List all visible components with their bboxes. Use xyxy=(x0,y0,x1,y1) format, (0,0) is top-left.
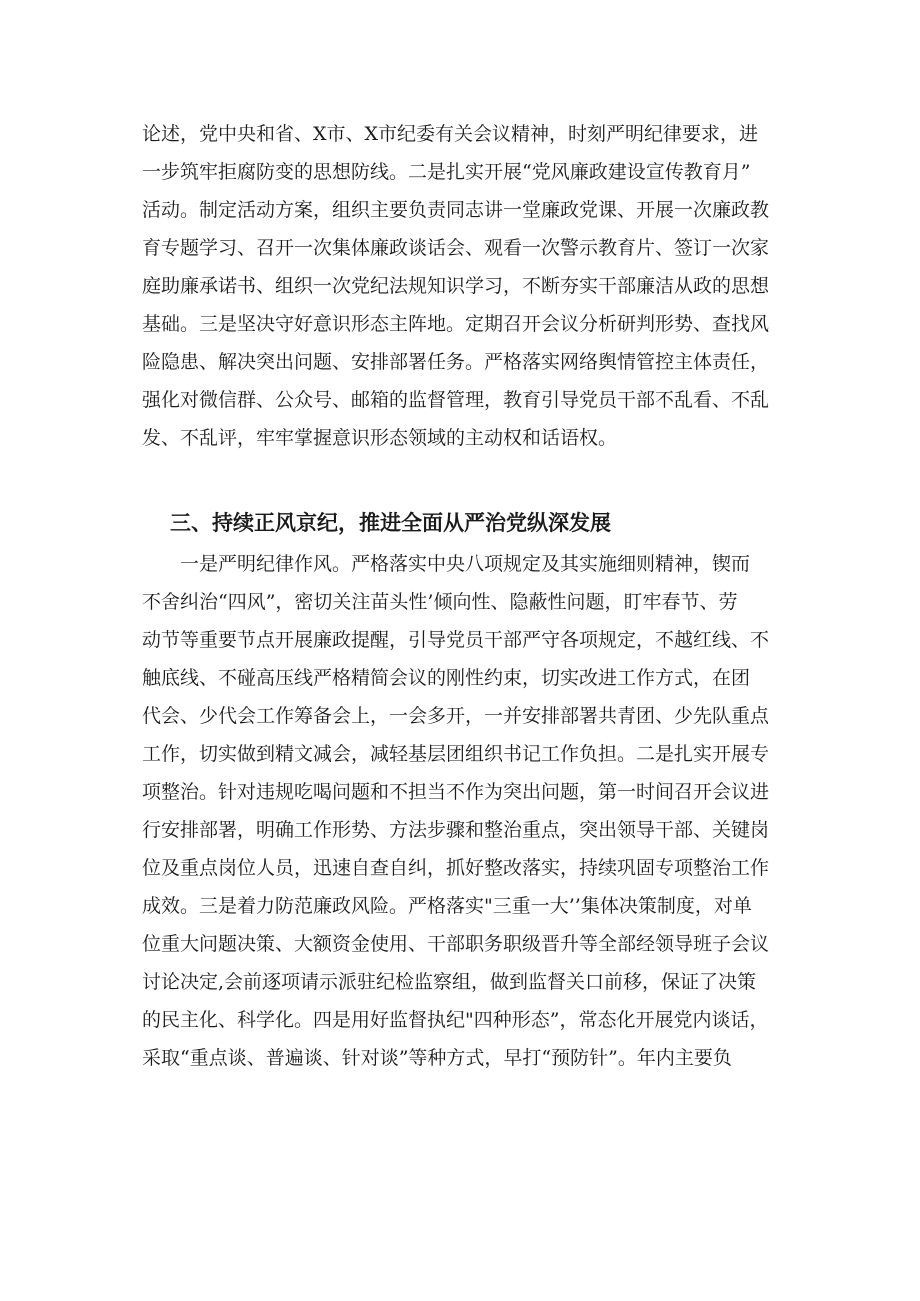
body-text-line: 论述，党中央和省、X市、X市纪委有关会议精神，时刻严明纪律要求，进 xyxy=(142,123,759,145)
body-text-line: 强化对微信群、公众号、邮箱的监督管理，教育引导党员干部不乱看、不乱 xyxy=(142,389,770,411)
body-text-line: 动节等重要节点开展廉政提醒，引导党员干部严守各项规定，不越红线、不 xyxy=(142,629,770,651)
body-text-line: 讨论决定,会前逐项请示派驻纪检监察组，做到监督关口前移，保证了决策 xyxy=(142,971,757,993)
section-heading: 三、持续正风京纪，推进全面从严治党纵深发展 xyxy=(170,511,611,535)
body-text-line: 发、不乱评，牢牢掌握意识形态领域的主动权和话语权。 xyxy=(142,427,618,449)
body-text-line: 行安排部署，明确工作形势、方法步骤和整治重点，突出领导干部、关键岗 xyxy=(142,819,770,841)
body-text-line: 活动。制定活动方案，组织主要负责同志讲一堂廉政党课、开展一次廉政教 xyxy=(142,199,770,221)
body-text-line: 项整治。针对违规吃喝问题和不担当不作为突出问题，第一时间召开会议进 xyxy=(142,781,770,803)
body-text-line: 采取“重点谈、普遍谈、针对谈”等种方式，早打“预防针”。年内主要负 xyxy=(142,1047,732,1069)
body-text-line: 基础。三是坚决守好意识形态主阵地。定期召开会议分析研判形势、查找风 xyxy=(142,313,770,335)
body-text-line: 险隐患、解决突出问题、安排部署任务。严格落实网络舆情管控主体责任， xyxy=(142,351,770,373)
body-text-line: 工作，切实做到精文减会，减轻基层团组织书记工作负担。二是扎实开展专 xyxy=(142,743,770,765)
body-text-line: 育专题学习、召开一次集体廉政谈话会、观看一次警示教育片、签订一次家 xyxy=(142,237,770,259)
body-text-line: 位重大问题决策、大额资金使用、干部职务职级晋升等全部经领导班子会议 xyxy=(142,933,770,955)
body-text-line: 庭助廉承诺书、组织一次党纪法规知识学习，不断夯实干部廉洁从政的思想 xyxy=(142,275,770,297)
body-text-line: 的民主化、科学化。四是用好监督执纪"四种形态”，常态化开展党内谈话， xyxy=(142,1009,769,1031)
body-text-line: 代会、少代会工作筹备会上，一会多开，一并安排部署共青团、少先队重点 xyxy=(142,705,770,727)
body-text-line: 成效。三是着力防范廉政风险。严格落实"三重一大’’集体决策制度，对单 xyxy=(142,895,752,917)
body-text-line: 触底线、不碰高压线严格精简会议的刚性约束，切实改进工作方式，在团 xyxy=(142,667,751,689)
body-text-line: 不舍纠治“四风”，密切关注苗头性’倾向性、隐蔽性问题，盯牢春节、劳 xyxy=(142,591,738,613)
body-text-line: 一是严明纪律作风。严格落实中央八项规定及其实施细则精神，锲而 xyxy=(180,553,751,575)
body-text-line: 一步筑牢拒腐防变的思想防线。二是扎实开展“党风廉政建设宣传教育月” xyxy=(142,161,751,183)
body-text-line: 位及重点岗位人员，迅速自查自纠，抓好整改落实，持续巩固专项整治工作 xyxy=(142,857,770,879)
